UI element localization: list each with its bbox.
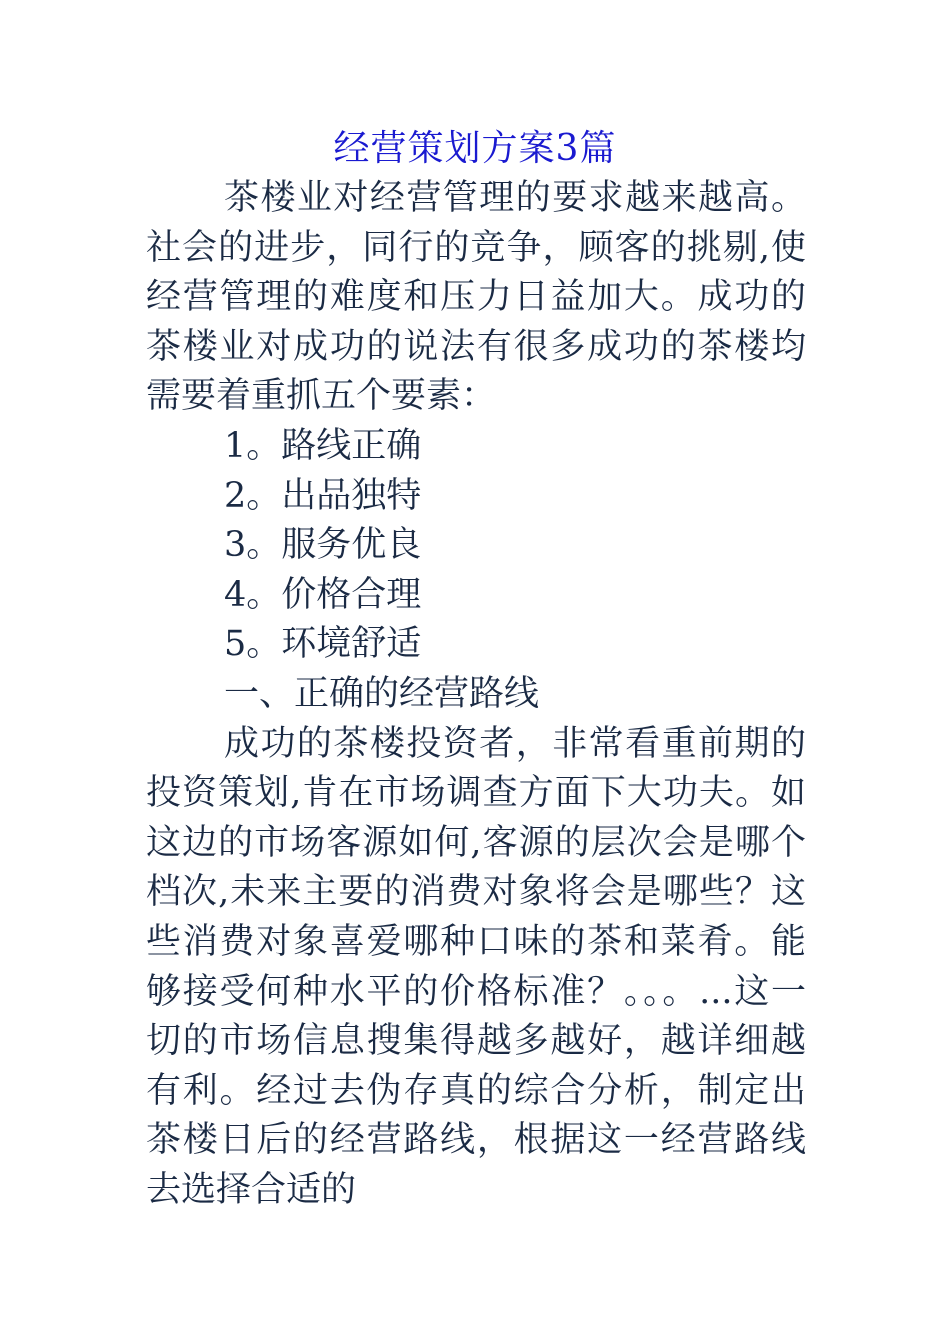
document-body — [146, 174, 806, 1215]
list-item-2: 2。出品独特 — [224, 475, 422, 516]
list-item-5: 5。环境舒适 — [224, 624, 422, 665]
list-item-1: 1。路线正确 — [224, 425, 422, 466]
section-paragraph-1: 成功的茶楼投资者，非常看重前期的投资策划,肯在市场调查方面下大功夫。如这边的市场客源如何,客源的层次会是哪个档次,未来主要的消费对象将会是哪些？这些消费对象喜爱哪种口味的茶和菜肴。能够接受何种水平的价格标准？。。。...这一切的市场信息搜集得越多越好，越详细越有利。经过去伪存真的综合分析，制定出茶楼日后的经营路线，根据这一经营路线去选择合适的 — [146, 723, 806, 1210]
list-item-4: 4。价格合理 — [224, 574, 422, 615]
section-heading-1: 一、正确的经营路线 — [224, 673, 540, 714]
intro-paragraph: 茶楼业对经营管理的要求越来越高。社会的进步，同行的竞争，顾客的挑剔,使经营管理的难度和压力日益加大。成功的茶楼业对成功的说法有很多成功的茶楼均需要着重抓五个要素： — [146, 178, 806, 417]
document-title: 经营策划方案3篇 — [333, 128, 617, 169]
list-item-3: 3。服务优良 — [224, 525, 422, 566]
